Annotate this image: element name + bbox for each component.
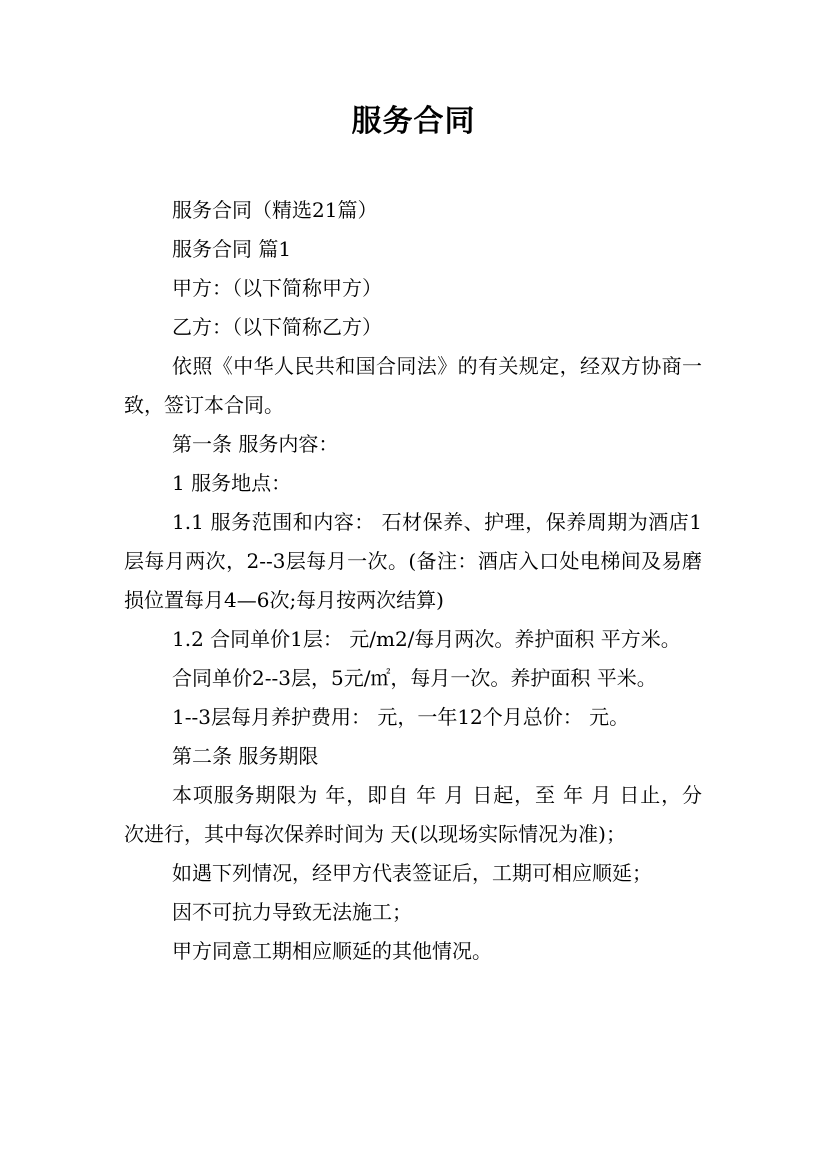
- paragraph-party-b: 乙方：（以下简称乙方）: [172, 315, 382, 339]
- document-title: 服务合同: [351, 104, 476, 139]
- paragraph-section-heading: 服务合同 篇1: [172, 237, 292, 261]
- document-body: [124, 191, 702, 971]
- paragraph-unit-price-2-3: 合同单价2--3层，5元/㎡，每月一次。养护面积 平米。: [172, 666, 657, 690]
- paragraph-other-cases: 甲方同意工期相应顺延的其他情况。: [172, 939, 492, 963]
- paragraph-service-location: 1 服务地点：: [172, 471, 292, 495]
- paragraph-clause-1-1: 1.1 服务范围和内容： 石材保养、护理，保养周期为酒店1层每月两次，2--3层每月一次。(备注：酒店入口处电梯间及易磨损位置每月4—6次;每月按两次结算): [124, 510, 702, 612]
- paragraph-extension-conditions: 如遇下列情况，经甲方代表签证后，工期可相应顺延；: [172, 861, 652, 885]
- paragraph-party-a: 甲方：（以下简称甲方）: [172, 276, 382, 300]
- paragraph-article-1-heading: 第一条 服务内容：: [172, 432, 339, 456]
- paragraph-monthly-fee: 1--3层每月养护费用： 元，一年12个月总价： 元。: [172, 705, 630, 729]
- paragraph-subtitle: 服务合同（精选21篇）: [172, 198, 378, 222]
- paragraph-force-majeure: 因不可抗力导致无法施工；: [172, 900, 412, 924]
- paragraph-article-2-heading: 第二条 服务期限: [172, 744, 319, 768]
- paragraph-preamble: 依照《中华人民共和国合同法》的有关规定，经双方协商一致，签订本合同。: [124, 354, 702, 417]
- paragraph-service-period: 本项服务期限为 年，即自 年 月 日起，至 年 月 日止，分 次进行，其中每次保养时间为 天(以现场实际情况为准)；: [124, 783, 702, 846]
- paragraph-clause-1-2: 1.2 合同单价1层： 元/m2/每月两次。养护面积 平方米。: [172, 627, 681, 651]
